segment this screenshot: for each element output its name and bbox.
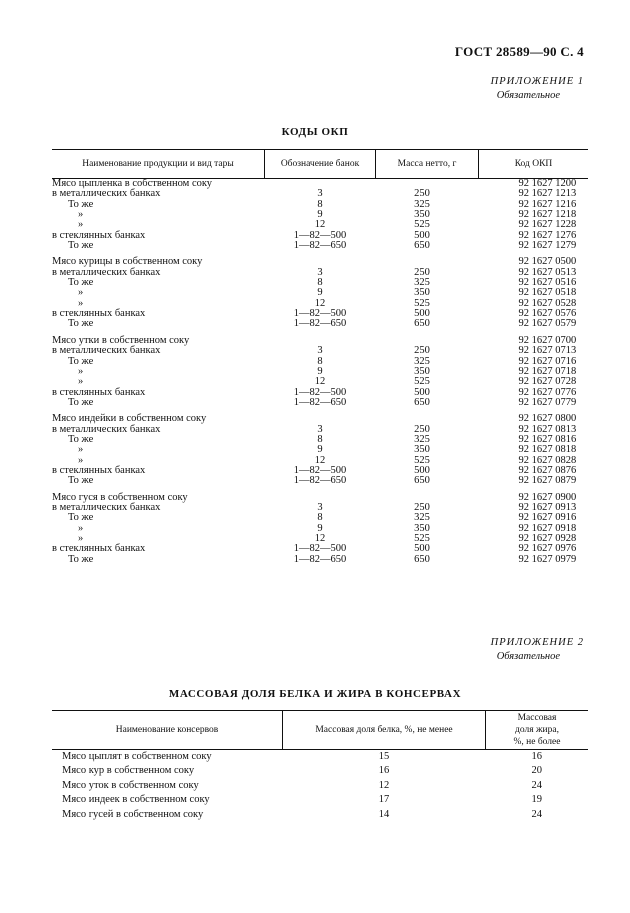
okp-code-cell: 92 1627 1279: [518, 240, 577, 252]
can-designation-cell: 8: [317, 277, 323, 289]
can-designation-cell: 1—82—650: [293, 553, 347, 565]
net-mass-cell: 250: [414, 501, 430, 513]
column-header: Наименование продукции и вид тары: [52, 150, 265, 179]
okp-code-cell: 92 1627 1228: [518, 219, 577, 231]
product-name-cell: в стеклянных банках: [52, 464, 146, 476]
can-designation-cell: 12: [314, 454, 326, 466]
canned-product-cell: Мясо цыплят в собственном соку: [62, 751, 212, 762]
fat-share-cell: 24: [531, 779, 542, 791]
product-name-cell: Мясо утки в собственном соку: [52, 334, 190, 346]
can-designation-cell: 3: [317, 345, 323, 357]
okp-code-cell: 92 1627 0879: [518, 475, 577, 487]
okp-code-cell: 92 1627 0816: [518, 433, 577, 445]
okp-code-cell: 92 1627 0513: [518, 266, 577, 278]
product-name-cell: »: [78, 376, 84, 388]
net-mass-cell: 650: [414, 240, 430, 252]
can-designation-cell: 12: [314, 219, 326, 231]
can-designation-cell: 8: [317, 355, 323, 367]
can-designation-cell: 1—82—650: [293, 396, 347, 408]
net-mass-cell: 650: [414, 396, 430, 408]
can-designation-cell: 3: [317, 423, 323, 435]
can-designation-cell: 9: [317, 209, 323, 221]
net-mass-cell: 250: [414, 188, 430, 200]
can-designation-cell: 9: [317, 365, 323, 377]
product-name-cell: в металлических банках: [52, 345, 161, 357]
appendix-2-title: МАССОВАЯ ДОЛЯ БЕЛКА И ЖИРА В КОНСЕРВАХ: [168, 688, 462, 700]
net-mass-cell: 500: [414, 308, 430, 320]
table-row: [52, 793, 588, 807]
can-designation-cell: 9: [317, 287, 323, 299]
fat-share-cell: 20: [531, 765, 542, 777]
okp-code-cell: 92 1627 0813: [518, 423, 577, 435]
okp-code-cell: 92 1627 0500: [518, 256, 577, 268]
can-designation-cell: 1—82—650: [293, 318, 347, 330]
table-row: [52, 398, 588, 408]
okp-code-cell: 92 1627 1216: [518, 198, 577, 210]
okp-code-cell: 92 1627 1218: [518, 209, 577, 221]
okp-codes-body: [52, 179, 588, 566]
net-mass-cell: 350: [414, 287, 430, 299]
product-name-cell: в стеклянных банках: [52, 386, 146, 398]
protein-share-cell: 14: [378, 808, 390, 820]
okp-code-cell: 92 1627 1276: [518, 229, 577, 241]
okp-code-cell: 92 1627 0916: [518, 512, 577, 524]
product-name-cell: То же: [68, 198, 94, 210]
okp-code-cell: 92 1627 0516: [518, 277, 577, 289]
product-name-cell: То же: [68, 277, 94, 289]
can-designation-cell: 8: [317, 198, 323, 210]
net-mass-cell: 500: [414, 543, 430, 555]
product-name-cell: в металлических банках: [52, 188, 161, 200]
protein-fat-body: [52, 750, 588, 823]
appendix-1-title: КОДЫ ОКП: [281, 126, 349, 138]
protein-share-cell: 16: [378, 765, 390, 777]
protein-fat-table: [52, 710, 588, 822]
product-name-cell: »: [78, 444, 84, 456]
table-row: [52, 241, 588, 251]
okp-code-cell: 92 1627 0976: [518, 543, 577, 555]
can-designation-cell: [265, 414, 376, 424]
net-mass-cell: 325: [414, 433, 430, 445]
net-mass-cell: [376, 414, 479, 424]
okp-code-cell: 92 1627 0716: [518, 355, 577, 367]
net-mass-cell: 500: [414, 464, 430, 476]
okp-code-cell: 92 1627 0913: [518, 501, 577, 513]
can-designation-cell: 8: [317, 433, 323, 445]
okp-code-cell: 92 1627 0928: [518, 533, 577, 544]
product-name-cell: »: [78, 287, 84, 299]
can-designation-cell: 1—82—650: [293, 240, 347, 252]
appendix-2-label: ПРИЛОЖЕНИЕ 2: [490, 637, 584, 648]
table-row: [52, 779, 588, 793]
product-name-cell: в стеклянных банках: [52, 543, 146, 555]
okp-code-cell: 92 1627 0713: [518, 345, 577, 357]
okp-code-cell: 92 1627 0979: [518, 553, 577, 565]
product-name-cell: То же: [68, 396, 94, 408]
okp-code-cell: 92 1627 0818: [518, 444, 577, 456]
product-name-cell: Мясо курицы в собственном соку: [52, 256, 203, 268]
column-header: Массовая доля белка, %, не менее: [283, 711, 486, 750]
net-mass-cell: 350: [414, 365, 430, 377]
page-header: ГОСТ 28589—90 С. 4: [454, 44, 584, 59]
okp-code-cell: 92 1627 0700: [518, 334, 577, 346]
net-mass-cell: 500: [414, 229, 430, 241]
can-designation-cell: 3: [317, 501, 323, 513]
table-row: [52, 377, 588, 387]
okp-code-cell: 92 1627 0576: [518, 308, 577, 320]
okp-code-cell: 92 1627 0518: [518, 287, 577, 299]
table-row: [52, 555, 588, 565]
net-mass-cell: 350: [414, 522, 430, 534]
net-mass-cell: 650: [414, 475, 430, 487]
can-designation-cell: 1—82—500: [293, 543, 347, 555]
okp-codes-table: [52, 149, 588, 565]
protein-share-cell: 12: [378, 779, 390, 791]
column-header: Наименование консервов: [52, 711, 283, 750]
product-name-cell: То же: [68, 475, 94, 487]
net-mass-cell: 350: [414, 444, 430, 456]
table-row: [52, 764, 588, 778]
product-name-cell: То же: [68, 512, 94, 524]
product-name-cell: То же: [68, 355, 94, 367]
product-name-cell: в стеклянных банках: [52, 229, 146, 241]
appendix-1-label: ПРИЛОЖЕНИЕ 1: [490, 76, 584, 87]
product-name-cell: в стеклянных банках: [52, 308, 146, 320]
can-designation-cell: 9: [317, 444, 323, 456]
okp-code-cell: 92 1627 0900: [518, 491, 577, 503]
table-header-row: [52, 150, 588, 179]
can-designation-cell: 12: [314, 297, 326, 309]
product-name-cell: »: [78, 533, 84, 544]
can-designation-cell: 3: [317, 188, 323, 200]
okp-code-cell: 92 1627 0718: [518, 365, 577, 377]
can-designation-cell: 1—82—500: [293, 464, 347, 476]
can-designation-cell: 1—82—500: [293, 229, 347, 241]
net-mass-cell: 650: [414, 553, 430, 565]
okp-code-cell: 92 1627 0779: [518, 396, 577, 408]
product-name-cell: То же: [68, 318, 94, 330]
okp-code-cell: 92 1627 0828: [518, 454, 577, 466]
product-name-cell: в металлических банках: [52, 501, 161, 513]
net-mass-cell: 525: [414, 297, 430, 309]
can-designation-cell: 1—82—650: [293, 475, 347, 487]
net-mass-cell: 250: [414, 423, 430, 435]
okp-code-cell: 92 1627 0728: [518, 376, 577, 388]
column-header: Код ОКП: [479, 150, 589, 179]
can-designation-cell: 8: [317, 512, 323, 524]
appendix-2-status: Обязательное: [496, 651, 560, 662]
okp-code-cell: 92 1627 0800: [518, 413, 577, 425]
table-row: [52, 414, 588, 424]
net-mass-cell: 500: [414, 386, 430, 398]
table-row: [52, 750, 588, 765]
okp-code-cell: 92 1627 1213: [518, 188, 577, 200]
appendix-1-status: Обязательное: [496, 90, 560, 101]
okp-code-cell: 92 1627 0918: [518, 522, 577, 534]
product-name-cell: Мясо цыпленка в собственном соку: [52, 178, 213, 189]
net-mass-cell: 325: [414, 512, 430, 524]
table-row: [52, 808, 588, 822]
product-name-cell: »: [78, 209, 84, 221]
canned-product-cell: Мясо индеек в собственном соку: [62, 794, 210, 806]
can-designation-cell: 12: [314, 533, 326, 544]
net-mass-cell: 325: [414, 198, 430, 210]
okp-code-cell: 92 1627 1200: [518, 178, 577, 189]
column-header: Обозначение банок: [265, 150, 376, 179]
net-mass-cell: 525: [414, 376, 430, 388]
can-designation-cell: 9: [317, 522, 323, 534]
column-header: Массовая доля жира, %, не более: [486, 711, 589, 750]
canned-product-cell: Мясо уток в собственном соку: [62, 779, 199, 791]
product-name-cell: То же: [68, 553, 94, 565]
product-name-cell: »: [78, 365, 84, 377]
fat-share-cell: 16: [531, 751, 542, 762]
table-header-row: [52, 711, 588, 750]
protein-share-cell: 17: [378, 794, 390, 806]
product-name-cell: »: [78, 297, 84, 309]
okp-code-cell: 92 1627 0528: [518, 297, 577, 309]
net-mass-cell: 650: [414, 318, 430, 330]
product-name-cell: »: [78, 219, 84, 231]
product-name-cell: »: [78, 454, 84, 466]
protein-share-cell: 15: [378, 751, 390, 762]
net-mass-cell: 525: [414, 219, 430, 231]
net-mass-cell: 250: [414, 266, 430, 278]
table-row: [52, 346, 588, 356]
product-name-cell: »: [78, 522, 84, 534]
canned-product-cell: Мясо гусей в собственном соку: [62, 808, 204, 820]
net-mass-cell: 525: [414, 533, 430, 544]
can-designation-cell: 12: [314, 376, 326, 388]
net-mass-cell: 525: [414, 454, 430, 466]
okp-code-cell: 92 1627 0579: [518, 318, 577, 330]
product-name-cell: в металлических банках: [52, 266, 161, 278]
can-designation-cell: 1—82—500: [293, 308, 347, 320]
column-header: Масса нетто, г: [376, 150, 479, 179]
okp-code-cell: 92 1627 0876: [518, 464, 577, 476]
canned-product-cell: Мясо кур в собственном соку: [62, 765, 195, 777]
product-name-cell: Мясо индейки в собственном соку: [52, 413, 207, 425]
product-name-cell: Мясо гуся в собственном соку: [52, 491, 188, 503]
can-designation-cell: 3: [317, 266, 323, 278]
fat-share-cell: 24: [531, 808, 542, 820]
product-name-cell: То же: [68, 433, 94, 445]
net-mass-cell: 325: [414, 355, 430, 367]
net-mass-cell: 250: [414, 345, 430, 357]
net-mass-cell: 325: [414, 277, 430, 289]
table-row: [52, 319, 588, 329]
fat-share-cell: 19: [531, 794, 542, 806]
net-mass-cell: 350: [414, 209, 430, 221]
okp-code-cell: 92 1627 0776: [518, 386, 577, 398]
product-name-cell: в металлических банках: [52, 423, 161, 435]
product-name-cell: То же: [68, 240, 94, 252]
table-row: [52, 476, 588, 486]
can-designation-cell: 1—82—500: [293, 386, 347, 398]
